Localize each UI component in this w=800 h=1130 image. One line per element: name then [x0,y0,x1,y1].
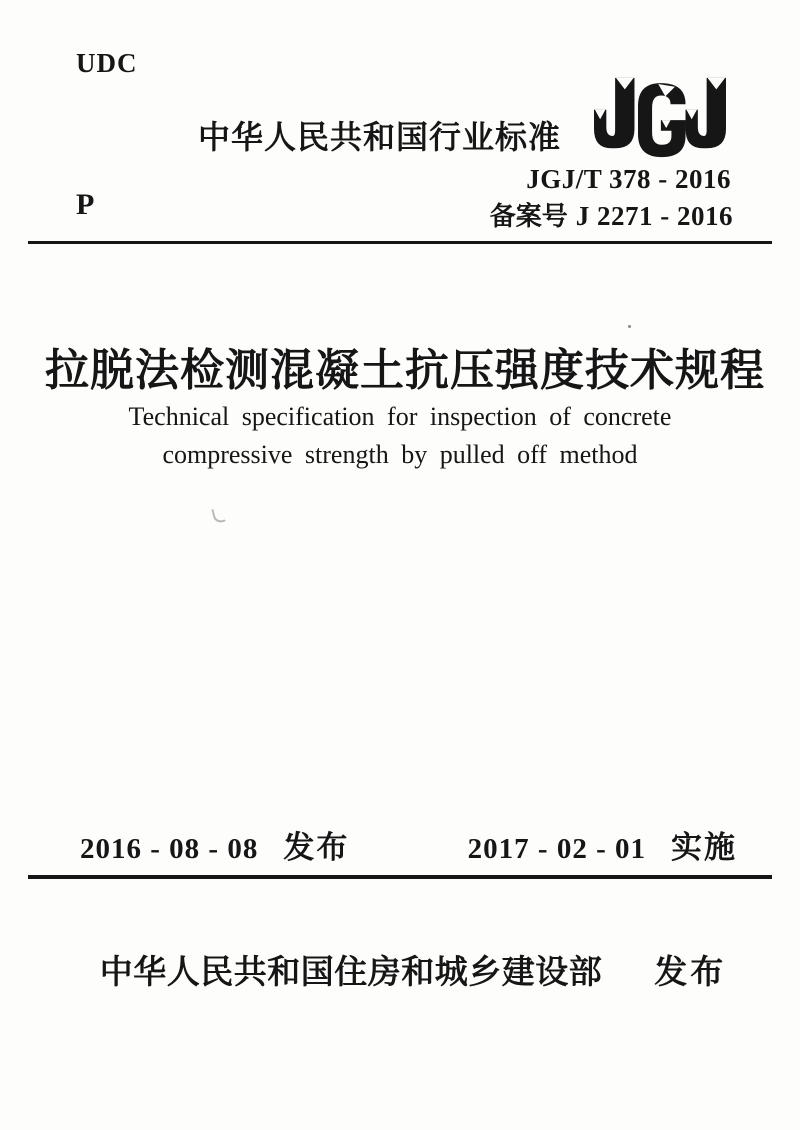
scan-artifact-mark [211,507,225,524]
issue-date: 2016 - 08 - 08 [80,833,259,865]
implement-label: 实施 [671,830,737,865]
footer-divider-line [28,875,772,879]
scan-artifact-dot [628,325,631,328]
header-divider-line [28,241,772,244]
classification-code: P [76,188,95,221]
title-chinese: 拉脱法检测混凝土抗压强度技术规程 [45,346,765,395]
jgj-logo [594,76,726,159]
record-number-line [490,196,733,233]
publish-action-label: 发布 [654,953,727,990]
title-english-line1: Technical specification for inspection of concrete [128,402,672,431]
record-label: 备案号 [489,201,568,231]
title-english-line2: compressive strength by pulled off method [162,440,638,469]
implement-date: 2017 - 02 - 01 [467,833,646,865]
jgj-logo-icon [594,76,726,159]
publisher-name: 中华人民共和国住房和城乡建设部 [99,953,603,990]
publisher-row [20,946,800,993]
issue-label: 发布 [283,830,350,865]
standard-type-heading: 中华人民共和国行业标准 [198,119,562,155]
issue-date-group [80,822,349,867]
record-number: J 2271 - 2016 [575,201,733,231]
standard-number: JGJ/T 378 - 2016 [526,164,731,194]
udc-code: UDC [76,48,138,78]
implement-date-group [468,822,737,867]
